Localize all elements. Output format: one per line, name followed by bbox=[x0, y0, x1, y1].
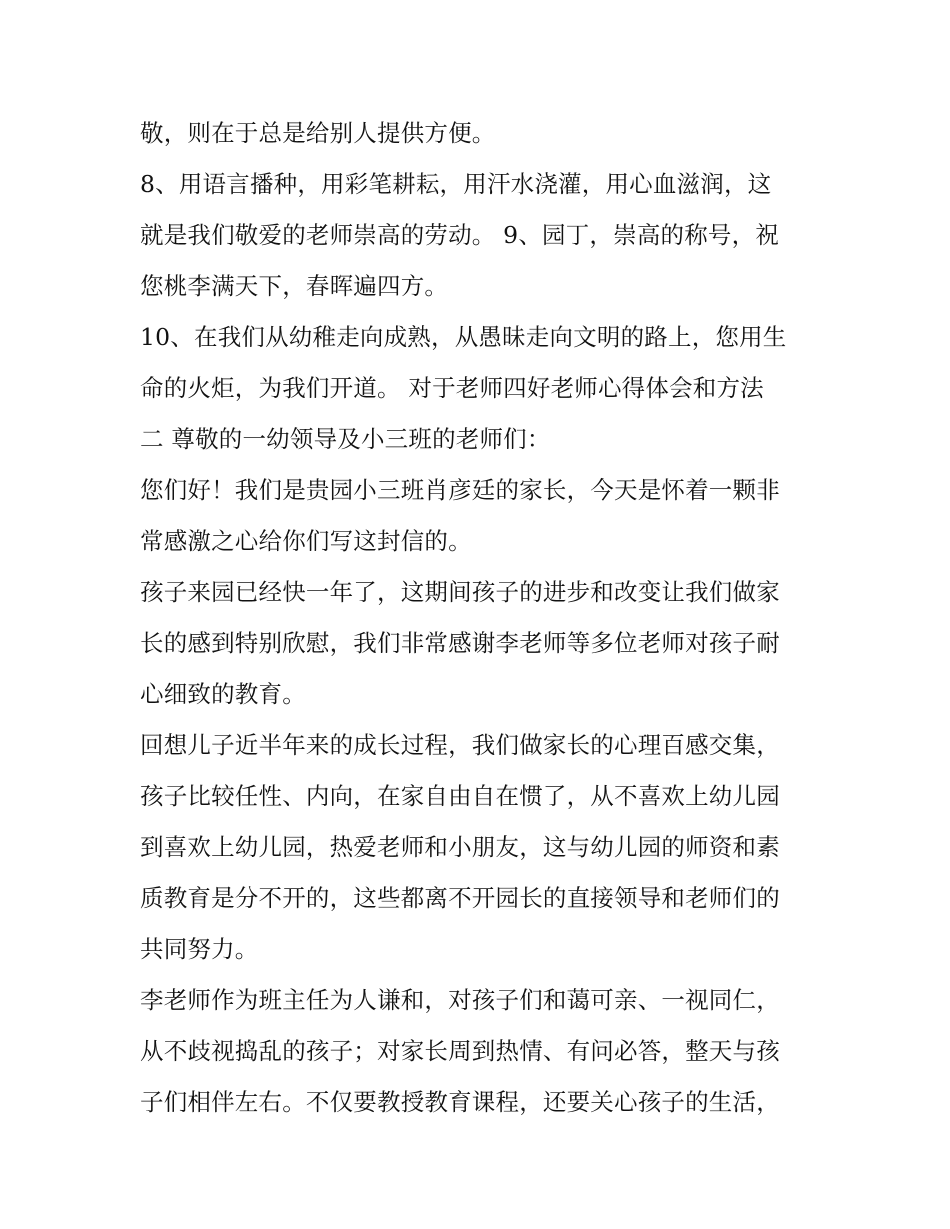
text-line: 孩子来园已经快一年了，这期间孩子的进步和改变让我们做家 bbox=[140, 578, 780, 606]
text-line: 到喜欢上幼儿园，热爱老师和小朋友，这与幼儿园的师资和素 bbox=[140, 833, 780, 861]
text-line: 8、用语言播种，用彩笔耕耘，用汗水浇灌，用心血滋润，这 bbox=[140, 170, 772, 198]
text-line: 心细致的教育。 bbox=[140, 680, 306, 708]
text-line: 您们好！我们是贵园小三班肖彦廷的家长，今天是怀着一颗非 bbox=[140, 476, 780, 504]
text-line: 李老师作为班主任为人谦和，对孩子们和蔼可亲、一视同仁， bbox=[140, 986, 780, 1014]
text-line: 您桃李满天下，春晖遍四方。 bbox=[140, 272, 449, 300]
text-line: 质教育是分不开的，这些都离不开园长的直接领导和老师们的 bbox=[140, 884, 780, 912]
text-line: 孩子比较任性、内向，在家自由自在惯了，从不喜欢上幼儿园 bbox=[140, 782, 780, 810]
text-line: 回想儿子近半年来的成长过程，我们做家长的心理百感交集， bbox=[140, 731, 780, 759]
text-line: 从不歧视捣乱的孩子；对家长周到热情、有问必答，整天与孩 bbox=[140, 1037, 780, 1065]
text-line: 长的感到特别欣慰，我们非常感谢李老师等多位老师对孩子耐 bbox=[140, 629, 780, 657]
text-line: 敬，则在于总是给别人提供方便。 bbox=[140, 119, 496, 147]
body-text bbox=[140, 108, 820, 1128]
text-line: 命的火炬，为我们开道。 对于老师四好老师心得体会和方法 bbox=[140, 374, 764, 402]
text-line: 子们相伴左右。不仅要教授教育课程，还要关心孩子的生活， bbox=[140, 1088, 780, 1116]
text-line: 就是我们敬爱的老师崇高的劳动。 9、园丁，崇高的称号，祝 bbox=[140, 221, 780, 249]
text-line: 二 尊敬的一幼领导及小三班的老师们： bbox=[140, 425, 551, 453]
text-line: 共同努力。 bbox=[140, 935, 259, 963]
text-line: 10、在我们从幼稚走向成熟，从愚昧走向文明的路上，您用生 bbox=[140, 323, 787, 351]
text-line: 常感激之心给你们写这封信的。 bbox=[140, 527, 472, 555]
